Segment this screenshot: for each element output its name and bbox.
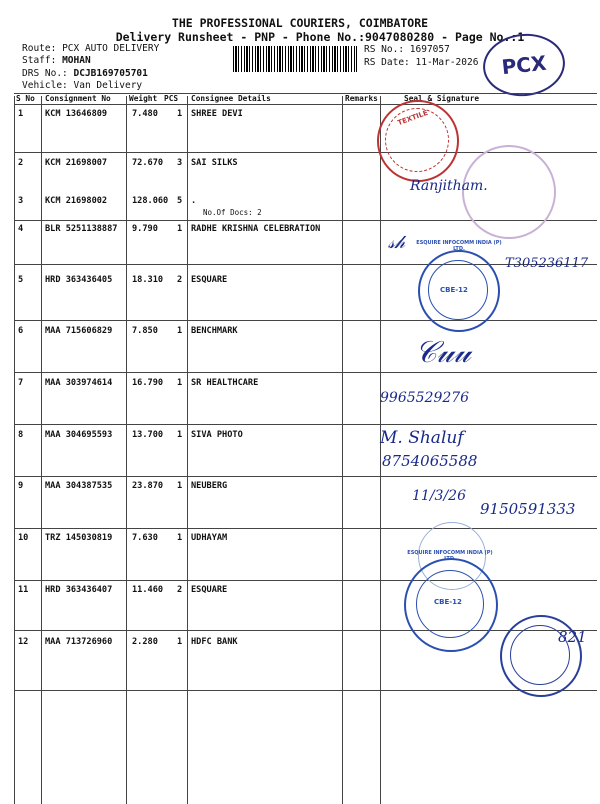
col-remarks: Remarks <box>345 94 378 103</box>
cell-weight: 16.790 <box>132 378 164 388</box>
cell-weight: 7.480 <box>132 109 158 119</box>
row-divider <box>14 580 597 581</box>
cell-consignee: BENCHMARK <box>191 326 238 336</box>
docs-count: No.Of Docs: 2 <box>203 208 262 217</box>
col-weight: Weight <box>129 94 158 103</box>
cell-sno: 3 <box>18 196 24 206</box>
cell-sno: 12 <box>18 637 29 647</box>
cell-consignment: HRD 363436407 <box>45 585 113 595</box>
cell-consignment: MAA 713726960 <box>45 637 113 647</box>
signature-scrawl: 𝓈𝒽 <box>388 232 405 253</box>
row-divider <box>14 690 597 691</box>
company-title: THE PROFESSIONAL COURIERS, COIMBATORE <box>171 16 429 30</box>
cell-consignment: MAA 715606829 <box>45 326 113 336</box>
grid-line <box>342 96 343 804</box>
cell-weight: 9.790 <box>132 224 158 234</box>
cell-sno: 11 <box>18 585 29 595</box>
cell-consignee: SIVA PHOTO <box>191 430 243 440</box>
cell-consignee: ESQUARE <box>191 585 228 595</box>
cell-sno: 9 <box>18 481 24 491</box>
textile-stamp: TEXTILE <box>377 100 459 182</box>
cell-weight: 2.280 <box>132 637 158 647</box>
phone-row4: T305236117 <box>505 256 589 271</box>
cell-consignee: NEUBERG <box>191 481 228 491</box>
row-divider <box>14 424 597 425</box>
header-top-rule <box>14 93 597 94</box>
vehicle-line: Vehicle: Van Delivery <box>22 80 143 91</box>
signature-row12: 821 <box>558 628 587 646</box>
cell-weight: 18.310 <box>132 275 164 285</box>
cell-pcs: 1 <box>177 378 183 388</box>
pcx-logo-stamp: PCX <box>480 30 568 100</box>
cell-consignment: KCM 21698007 <box>45 158 108 168</box>
staff-line: Staff: MOHAN <box>22 55 91 66</box>
rs-no-line: RS No.: 1697057 <box>364 44 450 55</box>
cell-weight: 11.460 <box>132 585 164 595</box>
cell-pcs: 1 <box>177 533 183 543</box>
col-sno: S No <box>16 94 35 103</box>
runsheet-title: Delivery Runsheet - PNP - Phone No.:9047080280 - Page No.:1 <box>115 30 525 44</box>
grid-line <box>380 96 381 804</box>
cell-pcs: 1 <box>177 109 183 119</box>
signature-row2: Ranjitham. <box>410 178 488 194</box>
cell-pcs: 3 <box>177 158 183 168</box>
cell-sno: 6 <box>18 326 24 336</box>
row-divider <box>14 372 597 373</box>
header-bottom-rule <box>14 104 597 105</box>
cell-consignee: . <box>191 196 197 206</box>
cell-weight: 7.630 <box>132 533 158 543</box>
row-divider <box>14 320 597 321</box>
cell-pcs: 1 <box>177 326 183 336</box>
phone-row9: 9150591333 <box>480 500 576 518</box>
row-divider <box>14 476 597 477</box>
cell-pcs: 2 <box>177 275 183 285</box>
cell-weight: 23.870 <box>132 481 164 491</box>
col-seal: Seal & Signature <box>404 94 480 103</box>
date-row9: 11/3/26 <box>412 488 466 504</box>
cell-consignment: TRZ 145030819 <box>45 533 113 543</box>
row-divider <box>14 528 597 529</box>
cell-pcs: 2 <box>177 585 183 595</box>
cell-sno: 4 <box>18 224 24 234</box>
cell-consignee: HDFC BANK <box>191 637 238 647</box>
cell-weight: 7.850 <box>132 326 158 336</box>
rs-date-line: RS Date: 11-Mar-2026 <box>364 57 479 68</box>
cell-consignment: BLR 5251138887 <box>45 224 118 234</box>
cell-sno: 2 <box>18 158 24 168</box>
cell-consignment: KCM 21698002 <box>45 196 108 206</box>
cell-sno: 5 <box>18 275 24 285</box>
cell-consignee: SAI SILKS <box>191 158 238 168</box>
name-row8: M. Shaluf <box>380 428 464 448</box>
route-line: Route: PCX AUTO DELIVERY <box>22 43 160 54</box>
cell-consignee: SHREE DEVI <box>191 109 243 119</box>
col-consignment: Consignment No <box>45 94 111 103</box>
cell-sno: 10 <box>18 533 29 543</box>
grid-line <box>187 96 188 804</box>
signature-row6: 𝒞𝓊𝓊 <box>415 335 471 370</box>
cell-pcs: 5 <box>177 196 183 206</box>
cell-weight: 13.700 <box>132 430 164 440</box>
cell-pcs: 1 <box>177 430 183 440</box>
cell-weight: 72.670 <box>132 158 164 168</box>
esquire-stamp: CBE-12 ESQUIRE INFOCOMM INDIA (P) LTD. <box>418 250 500 332</box>
cell-pcs: 1 <box>177 637 183 647</box>
cell-consignment: MAA 304387535 <box>45 481 113 491</box>
cell-consignee: UDHAYAM <box>191 533 228 543</box>
cell-consignment: HRD 363436405 <box>45 275 113 285</box>
col-pcs: PCS <box>164 94 179 103</box>
cell-consignee: RADHE KRISHNA CELEBRATION <box>191 224 321 234</box>
grid-line <box>41 96 42 804</box>
cell-pcs: 1 <box>177 481 183 491</box>
cell-consignee: ESQUARE <box>191 275 228 285</box>
cell-consignment: KCM 13646809 <box>45 109 108 119</box>
grid-line <box>14 96 15 804</box>
cell-sno: 8 <box>18 430 24 440</box>
cell-pcs: 1 <box>177 224 183 234</box>
phone-row7: 9965529276 <box>380 390 470 406</box>
cell-consignment: MAA 303974614 <box>45 378 113 388</box>
cell-weight: 128.060 <box>132 196 169 206</box>
drs-line: DRS No.: DCJB169705701 <box>22 68 148 79</box>
cell-sno: 1 <box>18 109 24 119</box>
cell-consignment: MAA 304695593 <box>45 430 113 440</box>
cell-sno: 7 <box>18 378 24 388</box>
barcode <box>233 46 357 72</box>
col-consignee: Consignee Details <box>191 94 271 103</box>
esquire-stamp: CBE-12 ESQUIRE INFOCOMM INDIA (P) LTD. <box>404 558 498 652</box>
grid-line <box>126 96 127 804</box>
cell-consignee: SR HEALTHCARE <box>191 378 259 388</box>
phone-row8: 8754065588 <box>382 452 478 470</box>
